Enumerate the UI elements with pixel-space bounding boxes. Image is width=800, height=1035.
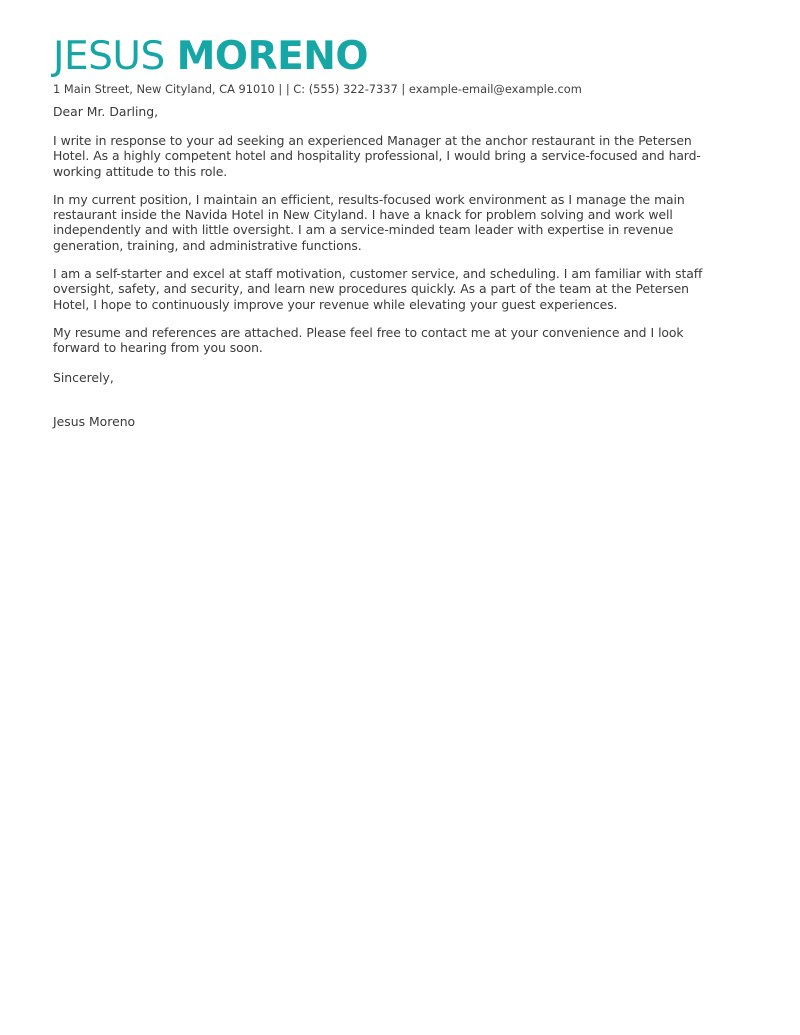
last-name: MORENO bbox=[176, 34, 369, 79]
paragraph-line: I am a self-starter and excel at staff motivation, customer service, and scheduling. I am familiar with staff bbox=[53, 266, 703, 282]
paragraph-line: Hotel, I hope to continuously improve your revenue while elevating your guest experiences. bbox=[53, 296, 618, 312]
paragraph-4 bbox=[53, 325, 753, 356]
paragraph-3 bbox=[53, 266, 753, 312]
paragraph-2 bbox=[53, 192, 753, 253]
applicant-name-heading bbox=[53, 34, 753, 80]
paragraph-line: independently and with little oversight. I am a service-minded team leader with expertise in revenue bbox=[53, 222, 674, 238]
paragraph-line: I write in response to your ad seeking an experienced Manager at the anchor restaurant in the Petersen bbox=[53, 133, 692, 148]
paragraph-line: Hotel. As a highly competent hotel and hospitality professional, I would bring a service-focused and hard- bbox=[53, 148, 701, 164]
first-name: JESUS bbox=[53, 34, 165, 79]
salutation: Dear Mr. Darling, bbox=[53, 104, 159, 119]
paragraph-line: generation, training, and administrative functions. bbox=[53, 237, 362, 253]
paragraph-line: My resume and references are attached. Please feel free to contact me at your convenience and I look bbox=[53, 324, 684, 340]
signature-name: Jesus Moreno bbox=[53, 413, 136, 429]
closing: Sincerely, bbox=[53, 369, 114, 385]
contact-info: 1 Main Street, New Cityland, CA 91010 | | C: (555) 322-7337 | example-email@example.com bbox=[53, 82, 582, 96]
paragraph-line: working attitude to this role. bbox=[53, 163, 228, 179]
paragraph-line: In my current position, I maintain an efficient, results-focused work environment as I manage the main bbox=[53, 191, 685, 207]
paragraph-line: oversight, safety, and security, and learn new procedures quickly. As a part of the team at the Petersen bbox=[53, 281, 689, 297]
paragraph-line: forward to hearing from you soon. bbox=[53, 340, 263, 356]
cover-letter-page bbox=[53, 34, 753, 430]
paragraph-1 bbox=[53, 133, 753, 179]
paragraph-line: restaurant inside the Navida Hotel in New Cityland. I have a knack for problem solving and work well bbox=[53, 207, 673, 223]
